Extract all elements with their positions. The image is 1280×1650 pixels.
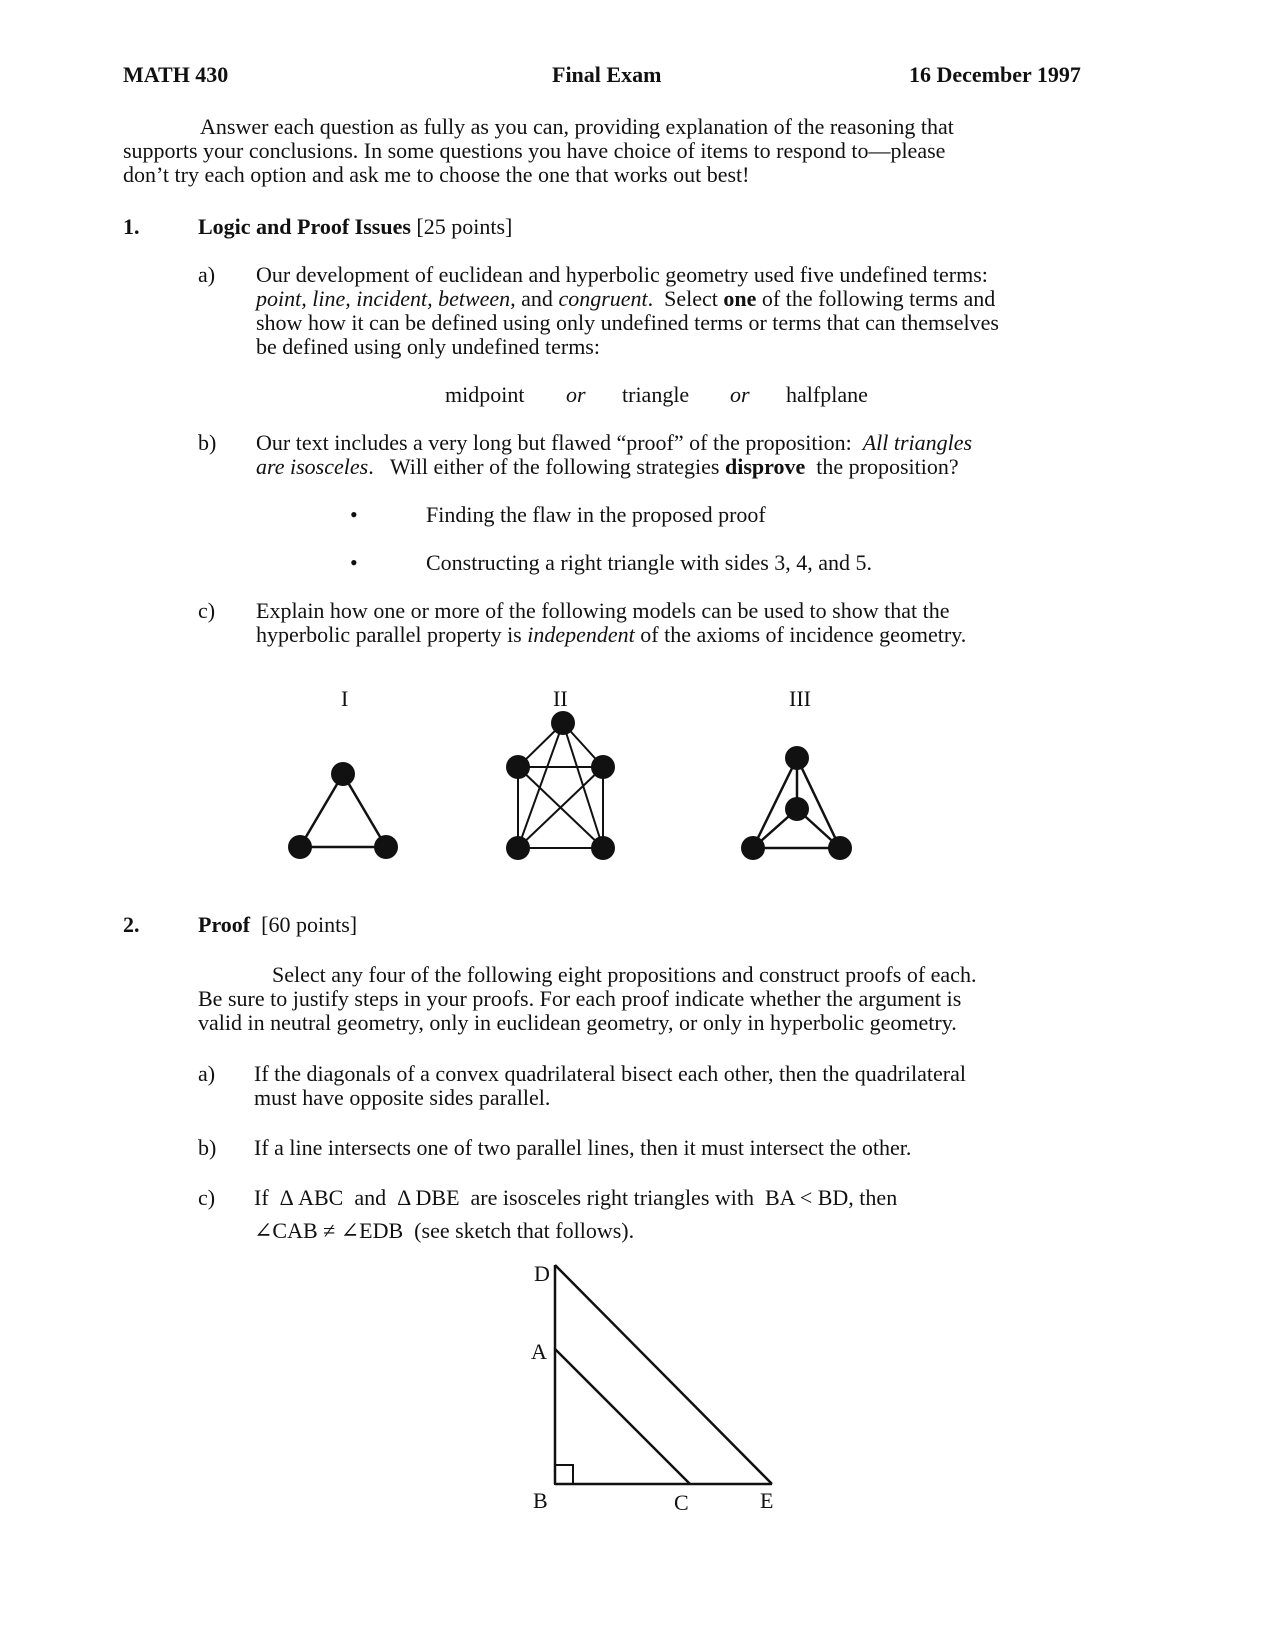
proposition-text: All triangles [862,430,973,455]
text-fragment: . Select [647,286,724,311]
item-label: a) [198,262,216,287]
item-label: a) [198,1061,216,1086]
text-fragment: . Will either of the following strategies [368,454,725,479]
exam-title: Final Exam [552,62,662,87]
question-title: Proof [198,912,251,937]
item-text: ∠CAB ≠ ∠EDB (see sketch that follows). [254,1218,635,1243]
emphasis-independent: independent [527,622,635,647]
instructions-line: supports your conclusions. In some questions you have choice of items to respond to—please [123,138,946,163]
course-code: MATH 430 [123,62,229,87]
instructions-line: don’t try each option and ask me to choose the one that works out best! [123,162,750,187]
item-text: be defined using only undefined terms: [256,334,600,359]
item-text: If a line intersects one of two parallel lines, then it must intersect the other. [254,1135,912,1160]
question-points: [60 points] [261,912,358,937]
option-halfplane: halfplane [786,382,868,407]
undefined-term-congruent: congruent [558,286,648,311]
item-label: b) [198,430,217,455]
proposition-text: are isosceles [256,454,369,479]
intro-line: Select any four of the following eight propositions and construct proofs of each. [272,962,977,987]
item-text: Explain how one or more of the following models can be used to show that the [256,598,950,623]
item-text: Our development of euclidean and hyperbolic geometry used five undefined terms: [256,262,988,287]
strategy-item: Constructing a right triangle with sides 3, 4, and 5. [426,550,873,575]
model-label-iii: III [789,686,811,711]
text-fragment: of the following terms and [756,286,996,311]
emphasis-disprove: disprove [724,454,806,479]
item-text: If Δ ABC and Δ DBE are isosceles right triangles with BA < BD, then [254,1185,898,1210]
exam-date: 16 December 1997 [909,62,1081,87]
text-fragment: and [515,286,559,311]
item-label: c) [198,598,216,623]
sketch-lines [555,1265,772,1484]
question-number: 2. [123,912,140,937]
item-label: c) [198,1185,216,1210]
instructions-line: Answer each question as fully as you can, providing explanation of the reasoning that [200,114,954,139]
text-fragment: hyperbolic parallel property is [256,622,528,647]
question-title: Logic and Proof Issues [198,214,411,239]
option-midpoint: midpoint [445,382,525,407]
undefined-terms: point, line, incident, between, [256,286,516,311]
text-fragment: Our text includes a very long but flawed “proof” of the proposition: [256,430,863,455]
item-text: must have opposite sides parallel. [254,1085,551,1110]
text-fragment: of the axioms of incidence geometry. [634,622,967,647]
bullet-icon: • [350,550,358,575]
model-label-ii: II [553,686,568,711]
emphasis-one: one [723,286,757,311]
model-label-i: I [341,686,349,711]
point-label-c: C [674,1490,689,1515]
option-triangle: triangle [622,382,690,407]
option-or: or [730,382,750,407]
point-label-b: B [533,1488,548,1513]
point-label-e: E [760,1488,774,1513]
question-number: 1. [123,214,140,239]
bullet-icon: • [350,502,358,527]
intro-line: Be sure to justify steps in your proofs. For each proof indicate whether the argument is [198,986,962,1011]
text-fragment: the proposition? [805,454,959,479]
strategy-item: Finding the flaw in the proposed proof [426,502,766,527]
item-label: b) [198,1135,217,1160]
item-text: If the diagonals of a convex quadrilateral bisect each other, then the quadrilateral [254,1061,966,1086]
option-or: or [566,382,586,407]
question-points: [25 points] [416,214,513,239]
intro-line: valid in neutral geometry, only in euclidean geometry, or only in hyperbolic geometry. [198,1010,957,1035]
point-label-d: D [534,1261,550,1286]
point-label-a: A [531,1339,547,1364]
right-angle-marker [555,1465,573,1484]
item-text: show how it can be defined using only undefined terms or terms that can themselves [256,310,999,335]
